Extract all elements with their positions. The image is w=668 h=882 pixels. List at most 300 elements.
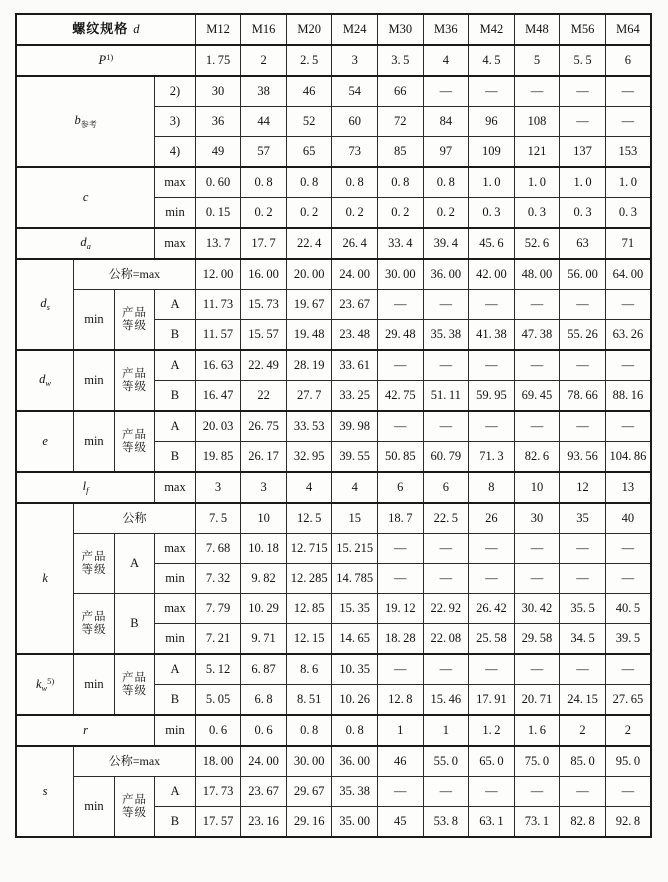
value-cell: 35. 00: [332, 807, 378, 838]
value-cell: 33. 25: [332, 381, 378, 412]
row-label-ds: [16, 259, 74, 350]
value-cell: 29. 67: [286, 777, 332, 807]
var-dw: d: [39, 372, 46, 387]
value-cell: 84: [423, 107, 469, 137]
limit-label-min: min: [74, 350, 115, 411]
value-cell: 29. 16: [286, 807, 332, 838]
value-cell: 97: [423, 137, 469, 168]
value-cell: 0. 8: [377, 167, 423, 198]
product-grade-label: [74, 594, 115, 655]
value-cell: 38: [241, 76, 287, 107]
row-k-nominal: [16, 503, 651, 534]
value-cell: —: [605, 76, 651, 107]
column-header: M12: [195, 14, 241, 45]
value-cell: 10. 29: [241, 594, 287, 624]
value-cell: —: [514, 76, 560, 107]
value-cell: —: [560, 350, 606, 381]
value-cell: 23. 16: [241, 807, 287, 838]
value-cell: 63. 1: [469, 807, 515, 838]
column-header: M24: [332, 14, 378, 45]
value-cell: 30. 42: [514, 594, 560, 624]
value-cell: 5. 5: [560, 45, 606, 76]
value-cell: —: [469, 534, 515, 564]
product-grade-label: [114, 290, 155, 351]
value-cell: 26. 42: [469, 594, 515, 624]
row-r-min: [16, 715, 651, 746]
value-cell: 22: [241, 381, 287, 412]
value-cell: 0. 2: [332, 198, 378, 229]
value-cell: 30. 00: [377, 259, 423, 290]
value-cell: 41. 38: [469, 320, 515, 351]
value-cell: 7. 79: [195, 594, 241, 624]
value-cell: 10: [241, 503, 287, 534]
value-cell: —: [514, 350, 560, 381]
grade-line2: 等级: [121, 319, 147, 332]
value-cell: 108: [514, 107, 560, 137]
value-cell: 26. 17: [241, 442, 287, 473]
value-cell: 23. 48: [332, 320, 378, 351]
value-cell: 1. 75: [195, 45, 241, 76]
var-e: e: [42, 433, 48, 448]
grade-line1: 产品: [121, 793, 147, 806]
sub-s: s: [46, 302, 50, 313]
sub-label-variant-4: 4): [155, 137, 196, 168]
value-cell: 39. 55: [332, 442, 378, 473]
column-header: M30: [377, 14, 423, 45]
value-cell: 23. 67: [241, 777, 287, 807]
value-cell: 2: [605, 715, 651, 746]
value-cell: 12. 8: [377, 685, 423, 716]
nominal-max-label: 公称=max: [74, 259, 196, 290]
nominal-label: 公称: [74, 503, 196, 534]
value-cell: —: [605, 290, 651, 320]
value-cell: 10. 35: [332, 654, 378, 685]
row-label-e: [16, 411, 74, 472]
value-cell: 5. 12: [195, 654, 241, 685]
corner-header: [16, 14, 195, 45]
value-cell: —: [605, 350, 651, 381]
row-label-kw: [16, 654, 74, 715]
value-cell: 92. 8: [605, 807, 651, 838]
var-kw: k: [35, 676, 42, 691]
value-cell: 73: [332, 137, 378, 168]
sub-w: w: [41, 682, 48, 693]
value-cell: —: [514, 777, 560, 807]
value-cell: 20. 71: [514, 685, 560, 716]
grade-B-label: B: [155, 442, 196, 473]
grade-line1: 产品: [121, 428, 147, 441]
value-cell: 14. 65: [332, 624, 378, 655]
value-cell: —: [377, 654, 423, 685]
value-cell: 75. 0: [514, 746, 560, 777]
row-lf-max: [16, 472, 651, 503]
value-cell: 11. 73: [195, 290, 241, 320]
value-cell: 19. 12: [377, 594, 423, 624]
row-k-B-max: [16, 594, 651, 624]
value-cell: —: [377, 290, 423, 320]
value-cell: 26: [469, 503, 515, 534]
value-cell: 0. 3: [560, 198, 606, 229]
value-cell: 6: [423, 472, 469, 503]
grade-B-label: B: [114, 594, 155, 655]
limit-label-min: min: [74, 290, 115, 351]
document-page: [15, 13, 652, 838]
row-kw-min-A: [16, 654, 651, 685]
value-cell: 5: [514, 45, 560, 76]
value-cell: 137: [560, 137, 606, 168]
value-cell: 9. 71: [241, 624, 287, 655]
value-cell: 4. 5: [469, 45, 515, 76]
value-cell: 28. 19: [286, 350, 332, 381]
value-cell: —: [469, 290, 515, 320]
value-cell: 17. 7: [241, 228, 287, 259]
value-cell: 12: [560, 472, 606, 503]
value-cell: 63: [560, 228, 606, 259]
value-cell: 54: [332, 76, 378, 107]
value-cell: 0. 8: [286, 167, 332, 198]
value-cell: 33. 53: [286, 411, 332, 442]
value-cell: 18. 00: [195, 746, 241, 777]
value-cell: 55. 26: [560, 320, 606, 351]
value-cell: —: [423, 350, 469, 381]
value-cell: 0. 3: [469, 198, 515, 229]
value-cell: 4: [286, 472, 332, 503]
value-cell: 66: [377, 76, 423, 107]
value-cell: 4: [423, 45, 469, 76]
value-cell: 48. 00: [514, 259, 560, 290]
value-cell: 121: [514, 137, 560, 168]
row-P: [16, 45, 651, 76]
column-header: M16: [241, 14, 287, 45]
value-cell: —: [423, 777, 469, 807]
value-cell: 12. 85: [286, 594, 332, 624]
value-cell: 24. 00: [332, 259, 378, 290]
grade-A-label: A: [155, 654, 196, 685]
value-cell: 24. 15: [560, 685, 606, 716]
value-cell: 153: [605, 137, 651, 168]
value-cell: 17. 57: [195, 807, 241, 838]
limit-label-min: min: [74, 411, 115, 472]
limit-label-min: min: [155, 624, 196, 655]
product-grade-label: [114, 411, 155, 472]
value-cell: 1. 6: [514, 715, 560, 746]
value-cell: —: [560, 107, 606, 137]
value-cell: 26. 75: [241, 411, 287, 442]
value-cell: 52: [286, 107, 332, 137]
value-cell: 52. 6: [514, 228, 560, 259]
value-cell: 17. 91: [469, 685, 515, 716]
value-cell: 82. 8: [560, 807, 606, 838]
value-cell: 2: [560, 715, 606, 746]
grade-A-label: A: [155, 290, 196, 320]
product-grade-label: [114, 777, 155, 838]
grade-A-label: A: [155, 777, 196, 807]
spec-table: [15, 13, 652, 838]
value-cell: 7. 5: [195, 503, 241, 534]
row-label-k: [16, 503, 74, 654]
limit-label-min: min: [155, 198, 196, 229]
value-cell: 47. 38: [514, 320, 560, 351]
header-row: [16, 14, 651, 45]
value-cell: 13: [605, 472, 651, 503]
value-cell: —: [423, 290, 469, 320]
value-cell: 1: [377, 715, 423, 746]
value-cell: 15. 57: [241, 320, 287, 351]
nominal-max-label: 公称=max: [74, 746, 196, 777]
row-label-P: [16, 45, 195, 76]
value-cell: 27. 65: [605, 685, 651, 716]
column-header: M20: [286, 14, 332, 45]
value-cell: 36. 00: [423, 259, 469, 290]
value-cell: 0. 2: [286, 198, 332, 229]
value-cell: 15. 73: [241, 290, 287, 320]
value-cell: 22. 5: [423, 503, 469, 534]
value-cell: 40: [605, 503, 651, 534]
value-cell: 39. 5: [605, 624, 651, 655]
value-cell: 8: [469, 472, 515, 503]
value-cell: 16. 47: [195, 381, 241, 412]
value-cell: —: [469, 411, 515, 442]
value-cell: 0. 2: [423, 198, 469, 229]
value-cell: 6. 8: [241, 685, 287, 716]
value-cell: —: [605, 777, 651, 807]
value-cell: 65. 0: [469, 746, 515, 777]
value-cell: 85. 0: [560, 746, 606, 777]
row-ds-min-A: [16, 290, 651, 320]
value-cell: —: [605, 411, 651, 442]
value-cell: 2. 5: [286, 45, 332, 76]
value-cell: 0. 6: [195, 715, 241, 746]
grade-B-label: B: [155, 807, 196, 838]
value-cell: 55. 0: [423, 746, 469, 777]
grade-line2: 等级: [121, 380, 147, 393]
value-cell: 39. 98: [332, 411, 378, 442]
value-cell: 24. 00: [241, 746, 287, 777]
value-cell: 0. 2: [241, 198, 287, 229]
value-cell: —: [469, 564, 515, 594]
value-cell: —: [423, 534, 469, 564]
value-cell: 96: [469, 107, 515, 137]
value-cell: 42. 00: [469, 259, 515, 290]
value-cell: 12. 715: [286, 534, 332, 564]
row-k-A-max: [16, 534, 651, 564]
value-cell: 8. 51: [286, 685, 332, 716]
value-cell: 29. 48: [377, 320, 423, 351]
value-cell: 1: [423, 715, 469, 746]
grade-line2: 等级: [81, 563, 107, 576]
var-r: r: [83, 722, 89, 737]
value-cell: 71. 3: [469, 442, 515, 473]
var-k: k: [42, 570, 48, 585]
row-e-min-A: [16, 411, 651, 442]
value-cell: 56. 00: [560, 259, 606, 290]
value-cell: —: [423, 654, 469, 685]
grade-A-label: A: [155, 411, 196, 442]
value-cell: 69. 45: [514, 381, 560, 412]
var-ds: d: [40, 296, 47, 311]
grade-B-label: B: [155, 320, 196, 351]
value-cell: 11. 57: [195, 320, 241, 351]
grade-A-label: A: [114, 534, 155, 594]
value-cell: 44: [241, 107, 287, 137]
value-cell: —: [377, 777, 423, 807]
value-cell: 32. 95: [286, 442, 332, 473]
value-cell: 6. 87: [241, 654, 287, 685]
value-cell: —: [605, 107, 651, 137]
value-cell: 104. 86: [605, 442, 651, 473]
value-cell: 35. 5: [560, 594, 606, 624]
value-cell: 6: [377, 472, 423, 503]
value-cell: —: [469, 76, 515, 107]
value-cell: 7. 32: [195, 564, 241, 594]
value-cell: 22. 4: [286, 228, 332, 259]
sub-label-variant-2: 2): [155, 76, 196, 107]
column-header: M56: [560, 14, 606, 45]
corner-var-d: d: [133, 22, 140, 37]
value-cell: 0. 60: [195, 167, 241, 198]
value-cell: —: [560, 76, 606, 107]
value-cell: —: [377, 534, 423, 564]
value-cell: 30: [195, 76, 241, 107]
value-cell: 15. 35: [332, 594, 378, 624]
value-cell: 60: [332, 107, 378, 137]
value-cell: 12. 285: [286, 564, 332, 594]
var-s: s: [42, 783, 48, 798]
product-grade-label: [114, 350, 155, 411]
value-cell: 23. 67: [332, 290, 378, 320]
value-cell: 22. 49: [241, 350, 287, 381]
value-cell: 51. 11: [423, 381, 469, 412]
value-cell: —: [423, 411, 469, 442]
sub-ref: 参考: [80, 119, 97, 129]
value-cell: —: [377, 350, 423, 381]
product-grade-label: [114, 654, 155, 715]
grade-B-label: B: [155, 685, 196, 716]
value-cell: 15. 215: [332, 534, 378, 564]
value-cell: 64. 00: [605, 259, 651, 290]
value-cell: 6: [605, 45, 651, 76]
value-cell: 33. 61: [332, 350, 378, 381]
row-label-r: [16, 715, 155, 746]
corner-title: 螺纹规格: [72, 21, 129, 37]
value-cell: 85: [377, 137, 423, 168]
value-cell: 39. 4: [423, 228, 469, 259]
value-cell: 18. 7: [377, 503, 423, 534]
value-cell: 45. 6: [469, 228, 515, 259]
value-cell: 35. 38: [332, 777, 378, 807]
value-cell: 88. 16: [605, 381, 651, 412]
value-cell: 7. 21: [195, 624, 241, 655]
value-cell: 1. 0: [560, 167, 606, 198]
row-label-s: [16, 746, 74, 837]
value-cell: 46: [286, 76, 332, 107]
limit-label-min: min: [155, 564, 196, 594]
value-cell: 26. 4: [332, 228, 378, 259]
value-cell: 20. 03: [195, 411, 241, 442]
var-P: P: [98, 53, 107, 68]
value-cell: 45: [377, 807, 423, 838]
grade-line2: 等级: [121, 684, 147, 697]
value-cell: —: [560, 777, 606, 807]
limit-label-max: max: [155, 534, 196, 564]
value-cell: —: [469, 350, 515, 381]
row-c-max: [16, 167, 651, 198]
value-cell: 34. 5: [560, 624, 606, 655]
value-cell: —: [514, 411, 560, 442]
value-cell: 19. 85: [195, 442, 241, 473]
row-ds-nominal: [16, 259, 651, 290]
value-cell: 20. 00: [286, 259, 332, 290]
value-cell: 36: [195, 107, 241, 137]
limit-label-min: min: [155, 715, 196, 746]
value-cell: 29. 58: [514, 624, 560, 655]
sub-f: f: [86, 485, 89, 496]
var-lf: l: [82, 479, 87, 494]
value-cell: 73. 1: [514, 807, 560, 838]
value-cell: 50. 85: [377, 442, 423, 473]
var-c: c: [82, 189, 89, 204]
value-cell: 19. 67: [286, 290, 332, 320]
limit-label-min: min: [74, 777, 115, 838]
value-cell: 35. 38: [423, 320, 469, 351]
value-cell: —: [377, 411, 423, 442]
value-cell: —: [423, 564, 469, 594]
value-cell: —: [514, 654, 560, 685]
footnote-ref-1: 1): [106, 52, 114, 63]
value-cell: 0. 3: [514, 198, 560, 229]
limit-label-max: max: [155, 594, 196, 624]
value-cell: —: [560, 411, 606, 442]
value-cell: 22. 92: [423, 594, 469, 624]
value-cell: 12. 5: [286, 503, 332, 534]
value-cell: —: [514, 564, 560, 594]
value-cell: —: [514, 534, 560, 564]
value-cell: 13. 7: [195, 228, 241, 259]
row-label-c: [16, 167, 155, 228]
sub-w: w: [45, 378, 52, 389]
value-cell: 0. 8: [423, 167, 469, 198]
value-cell: 0. 6: [241, 715, 287, 746]
value-cell: 49: [195, 137, 241, 168]
value-cell: —: [560, 654, 606, 685]
value-cell: 1. 0: [469, 167, 515, 198]
grade-line1: 产品: [81, 610, 107, 623]
row-s-min-A: [16, 777, 651, 807]
value-cell: 12. 15: [286, 624, 332, 655]
value-cell: 0. 8: [241, 167, 287, 198]
row-da-max: [16, 228, 651, 259]
value-cell: 15. 46: [423, 685, 469, 716]
value-cell: 0. 2: [377, 198, 423, 229]
grade-B-label: B: [155, 381, 196, 412]
value-cell: 78. 66: [560, 381, 606, 412]
row-label-da: [16, 228, 155, 259]
value-cell: 0. 15: [195, 198, 241, 229]
row-label-lf: [16, 472, 155, 503]
value-cell: —: [469, 654, 515, 685]
value-cell: 30. 00: [286, 746, 332, 777]
value-cell: 63. 26: [605, 320, 651, 351]
value-cell: 15: [332, 503, 378, 534]
value-cell: 18. 28: [377, 624, 423, 655]
value-cell: 12. 00: [195, 259, 241, 290]
value-cell: 22. 08: [423, 624, 469, 655]
value-cell: —: [514, 290, 560, 320]
value-cell: 46: [377, 746, 423, 777]
value-cell: 82. 6: [514, 442, 560, 473]
value-cell: 10: [514, 472, 560, 503]
value-cell: 19. 48: [286, 320, 332, 351]
